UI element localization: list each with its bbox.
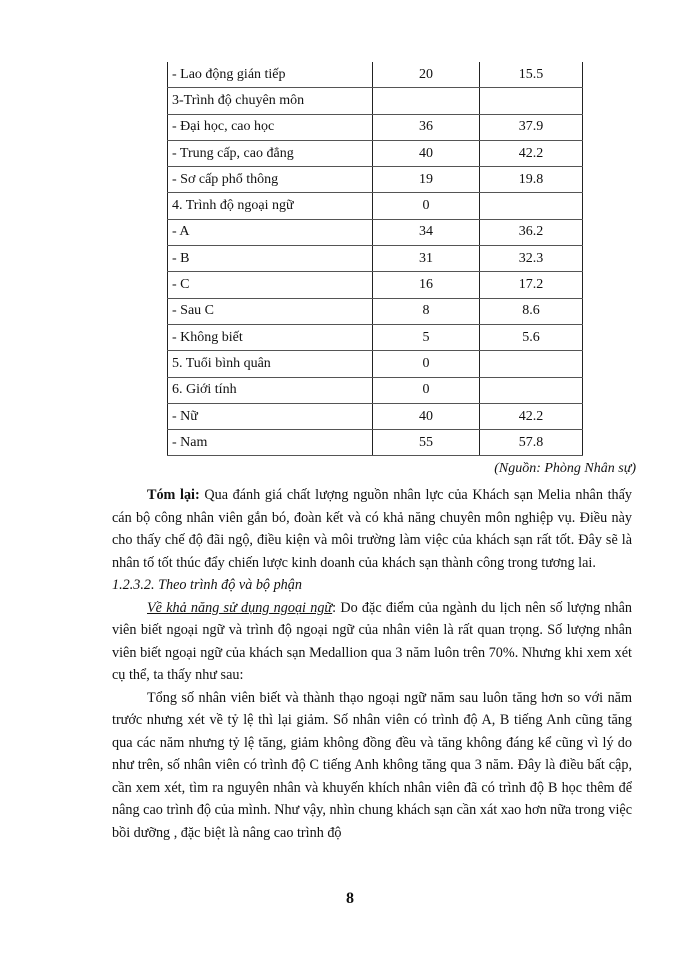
row-label: - Sau C — [168, 298, 373, 324]
row-count: 19 — [373, 167, 480, 193]
row-count: 20 — [373, 62, 480, 88]
foreign-language-lead: Về khả năng sử dụng ngoại ngữ — [147, 599, 333, 616]
row-percent: 5.6 — [480, 324, 583, 350]
table-row — [168, 140, 583, 166]
table-row — [168, 272, 583, 298]
table-row — [168, 88, 583, 114]
row-count: 34 — [373, 219, 480, 245]
row-label: 4. Trình độ ngoại ngữ — [168, 193, 373, 219]
table-row — [168, 377, 583, 403]
row-label: - Đại học, cao học — [168, 114, 373, 140]
table-row — [168, 324, 583, 350]
row-label: - B — [168, 246, 373, 272]
row-label: - Sơ cấp phổ thông — [168, 167, 373, 193]
row-percent — [480, 88, 583, 114]
row-percent — [480, 193, 583, 219]
table-row — [168, 114, 583, 140]
row-percent: 15.5 — [480, 62, 583, 88]
row-count: 8 — [373, 298, 480, 324]
table-row — [168, 403, 583, 429]
summary-paragraph — [112, 484, 632, 574]
row-count: 16 — [373, 272, 480, 298]
row-percent: 36.2 — [480, 219, 583, 245]
row-count: 31 — [373, 246, 480, 272]
row-percent: 57.8 — [480, 430, 583, 456]
table-body — [168, 62, 583, 456]
row-label: - A — [168, 219, 373, 245]
row-count: 40 — [373, 403, 480, 429]
row-label: - Không biết — [168, 324, 373, 350]
row-label: 6. Giới tính — [168, 377, 373, 403]
row-label: 3-Trình độ chuyên môn — [168, 88, 373, 114]
table-row — [168, 351, 583, 377]
table-row — [168, 246, 583, 272]
row-count: 0 — [373, 193, 480, 219]
table-source-note: (Nguồn: Phòng Nhân sự) — [494, 461, 636, 476]
row-percent: 37.9 — [480, 114, 583, 140]
row-percent: 8.6 — [480, 298, 583, 324]
table-row — [168, 298, 583, 324]
row-label: - Lao động gián tiếp — [168, 62, 373, 88]
row-label: - Trung cấp, cao đẳng — [168, 140, 373, 166]
row-count: 5 — [373, 324, 480, 350]
row-count: 36 — [373, 114, 480, 140]
summary-lead: Tóm lại: — [147, 487, 200, 503]
page-number: 8 — [346, 890, 354, 907]
table-row — [168, 167, 583, 193]
row-percent: 17.2 — [480, 272, 583, 298]
row-count: 0 — [373, 377, 480, 403]
row-label: - Nam — [168, 430, 373, 456]
staff-quality-table — [167, 62, 583, 456]
summary-text: Qua đánh giá chất lượng nguồn nhân lực của Khách sạn Melia nhân thấy cán bộ công nhân viên gắn bó, đoàn kết và có khả năng chuyên môn nghiệp vụ. Điều này cho thấy chế độ đãi ngộ, điều kiện và môi trường làm việc của khách sạn rất tốt. Đây sẽ là nhân tố tốt thúc đẩy chiến lược kinh doanh của khách sạn thành công trong tương lai. — [112, 487, 633, 571]
table-row — [168, 62, 583, 88]
trend-paragraph: Tổng số nhân viên biết và thành thạo ngoại ngữ năm sau luôn tăng hơn so với năm trước nhưng xét về tỷ lệ thì lại giảm. Số nhân viên có trình độ A, B tiếng Anh cũng tăng qua các năm nhưng tỷ lệ tăng, giảm không đồng đều và tăng không đáng kể cũng vì lý do như trên, số nhân viên có trình độ C tiếng Anh không tăng qua 3 năm. Đây là điều bất cập, cần xem xét, tìm ra nguyên nhân và khuyến khích nhân viên đã có trình độ B học thêm để nâng cao trình độ của mình. Như vậy, nhìn chung khách sạn cần xát xao hơn nữa trong việc bồi dưỡng , đặc biệt là nâng cao trình độ — [112, 689, 632, 841]
table-row — [168, 430, 583, 456]
foreign-language-paragraph — [112, 597, 632, 687]
row-percent: 42.2 — [480, 140, 583, 166]
row-label: 5. Tuổi bình quân — [168, 351, 373, 377]
row-percent: 19.8 — [480, 167, 583, 193]
row-count — [373, 88, 480, 114]
table-row — [168, 193, 583, 219]
row-percent: 32.3 — [480, 246, 583, 272]
row-percent: 42.2 — [480, 403, 583, 429]
row-percent — [480, 351, 583, 377]
table-row — [168, 219, 583, 245]
row-label: - Nữ — [168, 403, 373, 429]
row-count: 40 — [373, 140, 480, 166]
row-count: 0 — [373, 351, 480, 377]
section-heading: 1.2.3.2. Theo trình độ và bộ phận — [112, 577, 302, 593]
body-text — [112, 484, 632, 844]
foreign-language-text: : Do đặc điểm của ngành du lịch nên số lượng nhân viên biết ngoại ngữ và trình độ ngoại ngữ của nhân viên là rất quan trọng. Số lượng nhân viên biết ngoại ngữ của khách sạn Medallion qua 3 năm luôn trên 70%. Nhưng khi xem xét cụ thể, ta thấy như sau: — [112, 599, 632, 683]
row-count: 55 — [373, 430, 480, 456]
row-label: - C — [168, 272, 373, 298]
row-percent — [480, 377, 583, 403]
